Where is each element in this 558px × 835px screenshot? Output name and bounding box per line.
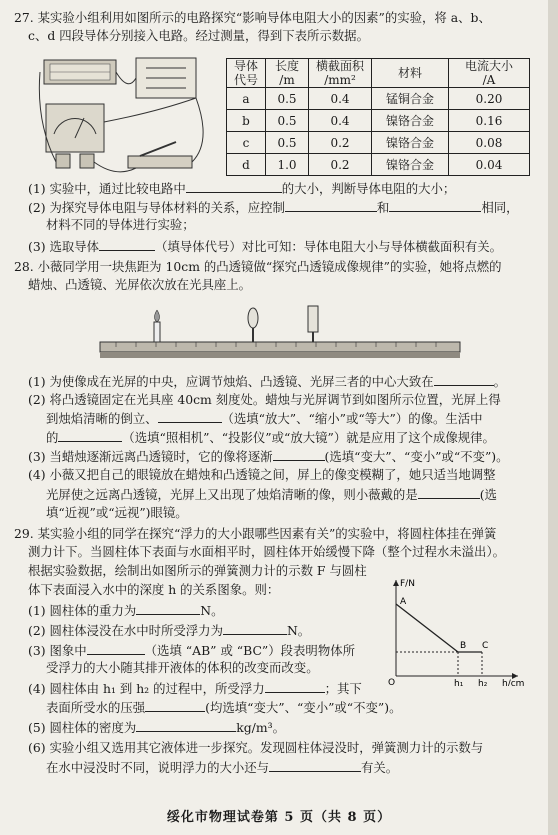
- q29-sub6: (6) 实验小组又选用其它液体进一步探究。发现圆柱体浸没时，弹簧测力计的示数与: [28, 740, 484, 755]
- answer-blank[interactable]: [285, 199, 377, 212]
- table-cell: 0.08: [449, 132, 530, 154]
- q29-intro-line1: 29. 某实验小组的同学在探究“浮力的大小跟哪些因素有关”的实验中，将圆柱体挂在弹簧: [14, 526, 497, 541]
- q28-sub3: (3) 当蜡烛逐渐远离凸透镜时，它的像将逐渐 (选填“变大”、“变小”或“不变”)。: [28, 449, 509, 464]
- graph-xlabel: h/cm: [502, 679, 525, 686]
- answer-blank[interactable]: [265, 680, 325, 693]
- q28-sub2-cont2: 的 （选填“照相机”、“投影仪”或“放大镜”）就是应用了这个成像规律。: [46, 430, 495, 445]
- table-cell: 0.5: [266, 132, 309, 154]
- answer-blank[interactable]: [418, 486, 480, 499]
- q29-sub2: (2) 圆柱体浸没在水中时所受浮力为 N。: [28, 623, 311, 638]
- table-cell: 锰铜合金: [372, 88, 449, 110]
- q27-sub2: (2) 为探究导体电阻与导体材料的关系，应控制 和 相同，: [28, 200, 519, 215]
- graph-point-c: C: [482, 641, 489, 651]
- table-cell: 0.2: [309, 132, 372, 154]
- table-header-cell: 导体 代号: [227, 59, 266, 88]
- table-header-cell: 电流大小 /A: [449, 59, 530, 88]
- answer-blank[interactable]: [58, 429, 122, 442]
- graph-point-a: A: [400, 597, 407, 607]
- table-cell: c: [227, 132, 266, 154]
- q29-intro-line3: 根据实验数据，绘制出如图所示的弹簧测力计的示数 F 与圆柱: [28, 563, 367, 578]
- answer-blank[interactable]: [186, 180, 282, 193]
- table-cell: 0.2: [309, 154, 372, 176]
- answer-blank[interactable]: [273, 448, 325, 461]
- q28-sub1: (1) 为使像成在光屏的中央，应调节烛焰、凸透镜、光屏三者的中心大致在 。: [28, 374, 506, 389]
- table-row: [227, 132, 530, 154]
- table-cell: b: [227, 110, 266, 132]
- table-cell: 0.4: [309, 110, 372, 132]
- table-cell: 镍铬合金: [372, 154, 449, 176]
- q29-sub6-cont: 在水中浸没时不同，说明浮力的大小还与 有关。: [46, 760, 399, 775]
- q27-intro-line1: 27. 某实验小组利用如图所示的电路探究“影响导体电阻大小的因素”的实验，将 a、b、: [14, 10, 491, 25]
- table-header-cell: 材料: [372, 59, 449, 88]
- table-cell: d: [227, 154, 266, 176]
- answer-blank[interactable]: [389, 199, 481, 212]
- answer-blank[interactable]: [136, 719, 236, 732]
- answer-blank[interactable]: [136, 602, 200, 615]
- q29-sub1: (1) 圆柱体的重力为 N。: [28, 603, 224, 618]
- optical-bench-figure: [96, 298, 466, 368]
- q27-sub2-cont: 材料不同的导体进行实验；: [46, 217, 195, 232]
- graph-point-b: B: [460, 641, 467, 651]
- table-row: [227, 88, 530, 110]
- q29-intro-line4: 体下表面浸入水中的深度 h 的关系图象。则：: [28, 582, 280, 597]
- answer-blank[interactable]: [269, 759, 361, 772]
- q29-sub5: (5) 圆柱体的密度为 kg/m³。: [28, 720, 285, 735]
- graph-h2: h₂: [478, 679, 488, 686]
- table-cell: a: [227, 88, 266, 110]
- table-cell: 0.04: [449, 154, 530, 176]
- q29-sub3-cont: 受浮力的大小随其排开液体的体积的改变而改变。: [46, 660, 319, 675]
- graph-origin: O: [388, 678, 396, 686]
- answer-blank[interactable]: [87, 642, 145, 655]
- answer-blank[interactable]: [99, 238, 155, 251]
- q28-intro-line2: 蜡烛、凸透镜、光屏依次放在光具座上。: [28, 277, 252, 292]
- q29-sub4-cont: 表面所受水的压强 (均选填“变大”、“变小”或“不变”)。: [46, 700, 402, 715]
- graph-ylabel: F/N: [400, 579, 415, 589]
- answer-blank[interactable]: [223, 622, 287, 635]
- page-footer: 绥化市物理试卷第 5 页（共 8 页）: [166, 810, 392, 825]
- table-cell: 镍铬合金: [372, 110, 449, 132]
- table-cell: 1.0: [266, 154, 309, 176]
- graph-h1: h₁: [454, 679, 464, 686]
- q27-sub3: (3) 选取导体 （填导体代号）对比可知：导体电阻大小与导体横截面积有关。: [28, 239, 502, 254]
- q28-sub2: (2) 将凸透镜固定在光具座 40cm 刻度处。蜡烛与光屏调节到如图所示位置，光屏上得: [28, 392, 501, 407]
- table-cell: 0.5: [266, 88, 309, 110]
- table-cell: 镍铬合金: [372, 132, 449, 154]
- q29-sub4: (4) 圆柱体由 h₁ 到 h₂ 的过程中，所受浮力 ；其下: [28, 681, 362, 696]
- circuit-figure: [36, 52, 222, 184]
- force-depth-graph: [378, 574, 528, 686]
- table-cell: 0.5: [266, 110, 309, 132]
- table-row: [227, 110, 530, 132]
- q27-data-table: [226, 58, 530, 176]
- table-header-cell: 长度 /m: [266, 59, 309, 88]
- page-edge: [548, 0, 558, 835]
- q28-sub4-cont1: 光屏使之远离凸透镜，光屏上又出现了烛焰清晰的像，则小薇戴的是 (选: [46, 487, 497, 502]
- q27-sub1: (1) 实验中，通过比较电路中 的大小，判断导体电阻的大小；: [28, 181, 456, 196]
- answer-blank[interactable]: [158, 410, 222, 423]
- q28-sub4: (4) 小薇又把自己的眼镜放在蜡烛和凸透镜之间，屏上的像变模糊了，她只适当地调整: [28, 467, 496, 482]
- q27-intro-line2: c、d 四段导体分别接入电路。经过测量，得到下表所示数据。: [28, 28, 369, 43]
- q28-sub2-cont1: 到烛焰清晰的倒立、 （选填“放大”、“缩小”或“等大”）的像。生活中: [46, 411, 483, 426]
- table-header-cell: 横截面积 /mm²: [309, 59, 372, 88]
- answer-blank[interactable]: [434, 373, 494, 386]
- table-cell: 0.20: [449, 88, 530, 110]
- table-row: [227, 154, 530, 176]
- q28-sub4-cont2: 填“近视”或“远视”)眼镜。: [46, 505, 188, 520]
- q28-intro-line1: 28. 小薇同学用一块焦距为 10cm 的凸透镜做“探究凸透镜成像规律”的实验，她将点燃的: [14, 259, 502, 274]
- table-cell: 0.4: [309, 88, 372, 110]
- table-cell: 0.16: [449, 110, 530, 132]
- answer-blank[interactable]: [145, 699, 205, 712]
- q29-intro-line2: 测力计下。当圆柱体下表面与水面相平时，圆柱体开始缓慢下降（整个过程水未溢出）。: [28, 544, 506, 559]
- q29-sub3: (3) 图象中 （选填 “AB” 或 “BC”）段表明物体所: [28, 643, 355, 658]
